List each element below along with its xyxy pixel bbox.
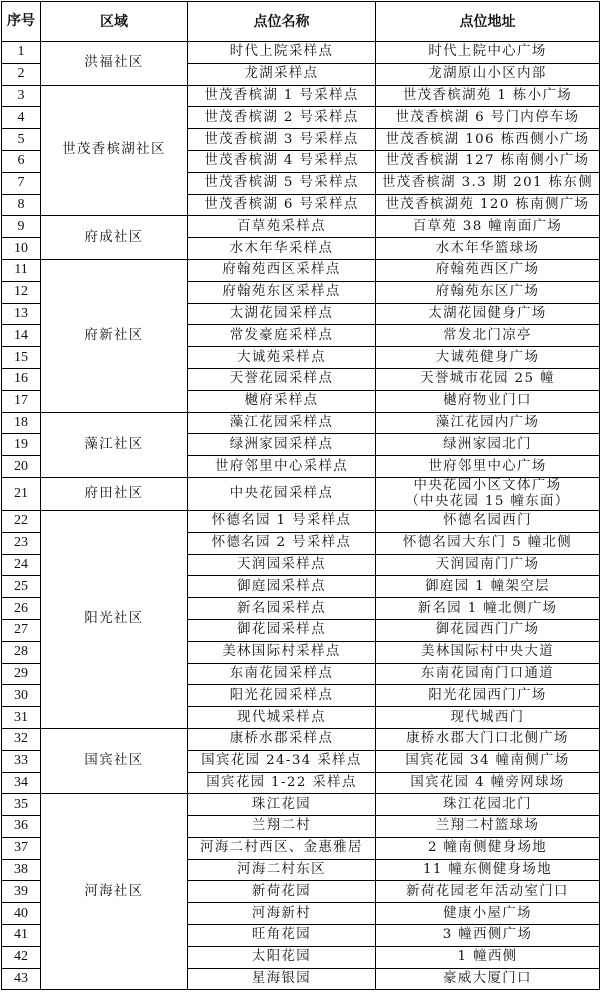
point-address-cell: 时代上院中心广场	[376, 42, 600, 64]
row-number: 10	[2, 238, 41, 260]
point-name-cell: 府翰苑东区采样点	[188, 281, 376, 303]
area-cell: 世茂香槟湖社区	[41, 85, 188, 216]
point-address-cell: 龙湖原山小区内部	[376, 63, 600, 85]
point-name-cell: 太湖花园采样点	[188, 303, 376, 325]
row-number: 14	[2, 325, 41, 347]
point-address-cell: 世茂香槟湖苑 120 栋南侧广场	[376, 194, 600, 216]
row-number: 35	[2, 794, 41, 816]
header-seq: 序号	[2, 2, 41, 42]
row-number: 33	[2, 750, 41, 772]
point-name-cell: 世府邻里中心采样点	[188, 456, 376, 478]
point-name-cell: 新名园采样点	[188, 598, 376, 620]
point-address-cell: 豪威大厦门口	[376, 968, 600, 990]
point-address-cell: 2 幢南侧健身场地	[376, 837, 600, 859]
row-number: 26	[2, 598, 41, 620]
row-number: 13	[2, 303, 41, 325]
point-name-cell: 世茂香槟湖 2 号采样点	[188, 107, 376, 129]
row-number: 38	[2, 859, 41, 881]
row-number: 12	[2, 281, 41, 303]
point-address-cell: 健康小屋广场	[376, 903, 600, 925]
point-address-cell: 御庭园 1 幢架空层	[376, 576, 600, 598]
row-number: 30	[2, 685, 41, 707]
row-number: 5	[2, 129, 41, 151]
point-address-cell: 天润园南门广场	[376, 554, 600, 576]
point-name-cell: 兰翔二村	[188, 816, 376, 838]
header-area: 区域	[41, 2, 188, 42]
point-name-cell: 绿洲家园采样点	[188, 434, 376, 456]
point-name-cell: 水木年华采样点	[188, 238, 376, 260]
point-name-cell: 大诚苑采样点	[188, 347, 376, 369]
point-address-cell: 1 幢西侧	[376, 946, 600, 968]
point-name-cell: 美林国际村采样点	[188, 641, 376, 663]
table-row	[2, 85, 600, 107]
point-address-cell: 百草苑 38 幢南面广场	[376, 216, 600, 238]
table-row	[2, 42, 600, 64]
point-address-cell: 藻江花园内广场	[376, 412, 600, 434]
point-address-cell: 珠江花园北门	[376, 794, 600, 816]
point-address-cell: 水木年华篮球场	[376, 238, 600, 260]
point-name-cell: 怀德名园 2 号采样点	[188, 532, 376, 554]
point-name-cell: 东南花园采样点	[188, 663, 376, 685]
row-number: 42	[2, 946, 41, 968]
table-row	[2, 412, 600, 434]
area-cell: 府田社区	[41, 477, 188, 510]
row-number: 31	[2, 707, 41, 729]
row-number: 8	[2, 194, 41, 216]
point-name-cell: 御花园采样点	[188, 619, 376, 641]
row-number: 17	[2, 390, 41, 412]
point-name-cell: 百草苑采样点	[188, 216, 376, 238]
row-number: 27	[2, 619, 41, 641]
area-cell: 府成社区	[41, 216, 188, 260]
point-name-cell: 龙湖采样点	[188, 63, 376, 85]
row-number: 21	[2, 477, 41, 510]
point-name-cell: 国宾花园 1-22 采样点	[188, 772, 376, 794]
point-address-cell: 世茂香槟湖 6 号门内停车场	[376, 107, 600, 129]
sampling-point-table	[1, 1, 600, 990]
point-name-cell: 世茂香槟湖 4 号采样点	[188, 150, 376, 172]
point-name-cell: 康桥水郡采样点	[188, 728, 376, 750]
row-number: 32	[2, 728, 41, 750]
row-number: 43	[2, 968, 41, 990]
point-address-cell	[376, 477, 600, 510]
point-name-cell: 星海银园	[188, 968, 376, 990]
point-address-cell: 太湖花园健身广场	[376, 303, 600, 325]
point-address-cell: 绿洲家园北门	[376, 434, 600, 456]
row-number: 24	[2, 554, 41, 576]
point-address-cell: 御花园西门广场	[376, 619, 600, 641]
point-name-cell: 天润园采样点	[188, 554, 376, 576]
address-line-2: （中央花园 15 幢东面）	[405, 493, 570, 509]
table-body	[2, 42, 600, 990]
point-name-cell: 太阳花园	[188, 946, 376, 968]
point-name-cell: 御庭园采样点	[188, 576, 376, 598]
point-name-cell: 河海新村	[188, 903, 376, 925]
point-name-cell: 中央花园采样点	[188, 477, 376, 510]
point-address-cell: 大诚苑健身广场	[376, 347, 600, 369]
point-address-cell: 樾府物业门口	[376, 390, 600, 412]
row-number: 36	[2, 816, 41, 838]
row-number: 2	[2, 63, 41, 85]
point-address-cell: 世茂香槟湖 127 栋南侧小广场	[376, 150, 600, 172]
row-number: 3	[2, 85, 41, 107]
point-name-cell: 世茂香槟湖 6 号采样点	[188, 194, 376, 216]
point-address-cell: 美林国际村中央大道	[376, 641, 600, 663]
row-number: 41	[2, 925, 41, 947]
point-address-cell: 阳光花园西门广场	[376, 685, 600, 707]
point-name-cell: 樾府采样点	[188, 390, 376, 412]
table-row	[2, 477, 600, 510]
point-name-cell: 河海二村西区、金惠雅居	[188, 837, 376, 859]
point-name-cell: 河海二村东区	[188, 859, 376, 881]
row-number: 39	[2, 881, 41, 903]
row-number: 40	[2, 903, 41, 925]
row-number: 15	[2, 347, 41, 369]
point-name-cell: 时代上院采样点	[188, 42, 376, 64]
point-name-cell: 怀德名园 1 号采样点	[188, 510, 376, 532]
point-name-cell: 世茂香槟湖 1 号采样点	[188, 85, 376, 107]
row-number: 18	[2, 412, 41, 434]
row-number: 29	[2, 663, 41, 685]
point-address-cell: 3 幢西侧广场	[376, 925, 600, 947]
point-address-cell: 新名园 1 幢北侧广场	[376, 598, 600, 620]
table-row	[2, 216, 600, 238]
table-row	[2, 794, 600, 816]
row-number: 28	[2, 641, 41, 663]
point-name-cell: 珠江花园	[188, 794, 376, 816]
point-address-cell: 国宾花园 34 幢南侧广场	[376, 750, 600, 772]
header-name: 点位名称	[188, 2, 376, 42]
point-name-cell: 阳光花园采样点	[188, 685, 376, 707]
point-address-cell: 康桥水郡大门口北侧广场	[376, 728, 600, 750]
row-number: 11	[2, 259, 41, 281]
row-number: 37	[2, 837, 41, 859]
point-name-cell: 天誉花园采样点	[188, 368, 376, 390]
point-address-cell: 现代城西门	[376, 707, 600, 729]
row-number: 19	[2, 434, 41, 456]
area-cell: 藻江社区	[41, 412, 188, 477]
point-address-cell: 11 幢东侧健身场地	[376, 859, 600, 881]
point-address-cell: 世茂香槟湖 3.3 期 201 栋东侧	[376, 172, 600, 194]
address-line-1: 中央花园小区文体广场	[413, 477, 562, 493]
row-number: 16	[2, 368, 41, 390]
row-number: 34	[2, 772, 41, 794]
point-address-cell: 府翰苑西区广场	[376, 259, 600, 281]
point-address-cell: 世茂香槟湖苑 1 栋小广场	[376, 85, 600, 107]
point-address-cell: 怀德名园大东门 5 幢北侧	[376, 532, 600, 554]
point-name-cell: 世茂香槟湖 5 号采样点	[188, 172, 376, 194]
row-number: 1	[2, 42, 41, 64]
area-cell: 国宾社区	[41, 728, 188, 793]
point-address-cell: 世府邻里中心广场	[376, 456, 600, 478]
row-number: 25	[2, 576, 41, 598]
header-row	[2, 2, 600, 42]
row-number: 4	[2, 107, 41, 129]
point-name-cell: 旺角花园	[188, 925, 376, 947]
area-cell: 阳光社区	[41, 510, 188, 728]
row-number: 9	[2, 216, 41, 238]
point-address-cell: 世茂香槟湖 106 栋西侧小广场	[376, 129, 600, 151]
point-address-cell: 怀德名园西门	[376, 510, 600, 532]
area-cell: 河海社区	[41, 794, 188, 990]
point-name-cell: 现代城采样点	[188, 707, 376, 729]
point-address-cell: 新荷花园老年活动室门口	[376, 881, 600, 903]
point-address-cell: 府翰苑东区广场	[376, 281, 600, 303]
point-address-cell: 东南花园南门口通道	[376, 663, 600, 685]
point-name-cell: 世茂香槟湖 3 号采样点	[188, 129, 376, 151]
point-address-cell: 常发北门凉亭	[376, 325, 600, 347]
point-name-cell: 藻江花园采样点	[188, 412, 376, 434]
area-cell: 洪福社区	[41, 42, 188, 86]
point-address-cell: 天誉城市花园 25 幢	[376, 368, 600, 390]
table-row	[2, 510, 600, 532]
table-row	[2, 728, 600, 750]
point-address-cell: 国宾花园 4 幢旁网球场	[376, 772, 600, 794]
point-name-cell: 府翰苑西区采样点	[188, 259, 376, 281]
table-row	[2, 259, 600, 281]
point-address-cell: 兰翔二村篮球场	[376, 816, 600, 838]
point-name-cell: 国宾花园 24-34 采样点	[188, 750, 376, 772]
header-address: 点位地址	[376, 2, 600, 42]
point-name-cell: 常发豪庭采样点	[188, 325, 376, 347]
row-number: 20	[2, 456, 41, 478]
row-number: 23	[2, 532, 41, 554]
area-cell: 府新社区	[41, 259, 188, 412]
row-number: 7	[2, 172, 41, 194]
point-name-cell: 新荷花园	[188, 881, 376, 903]
row-number: 6	[2, 150, 41, 172]
row-number: 22	[2, 510, 41, 532]
